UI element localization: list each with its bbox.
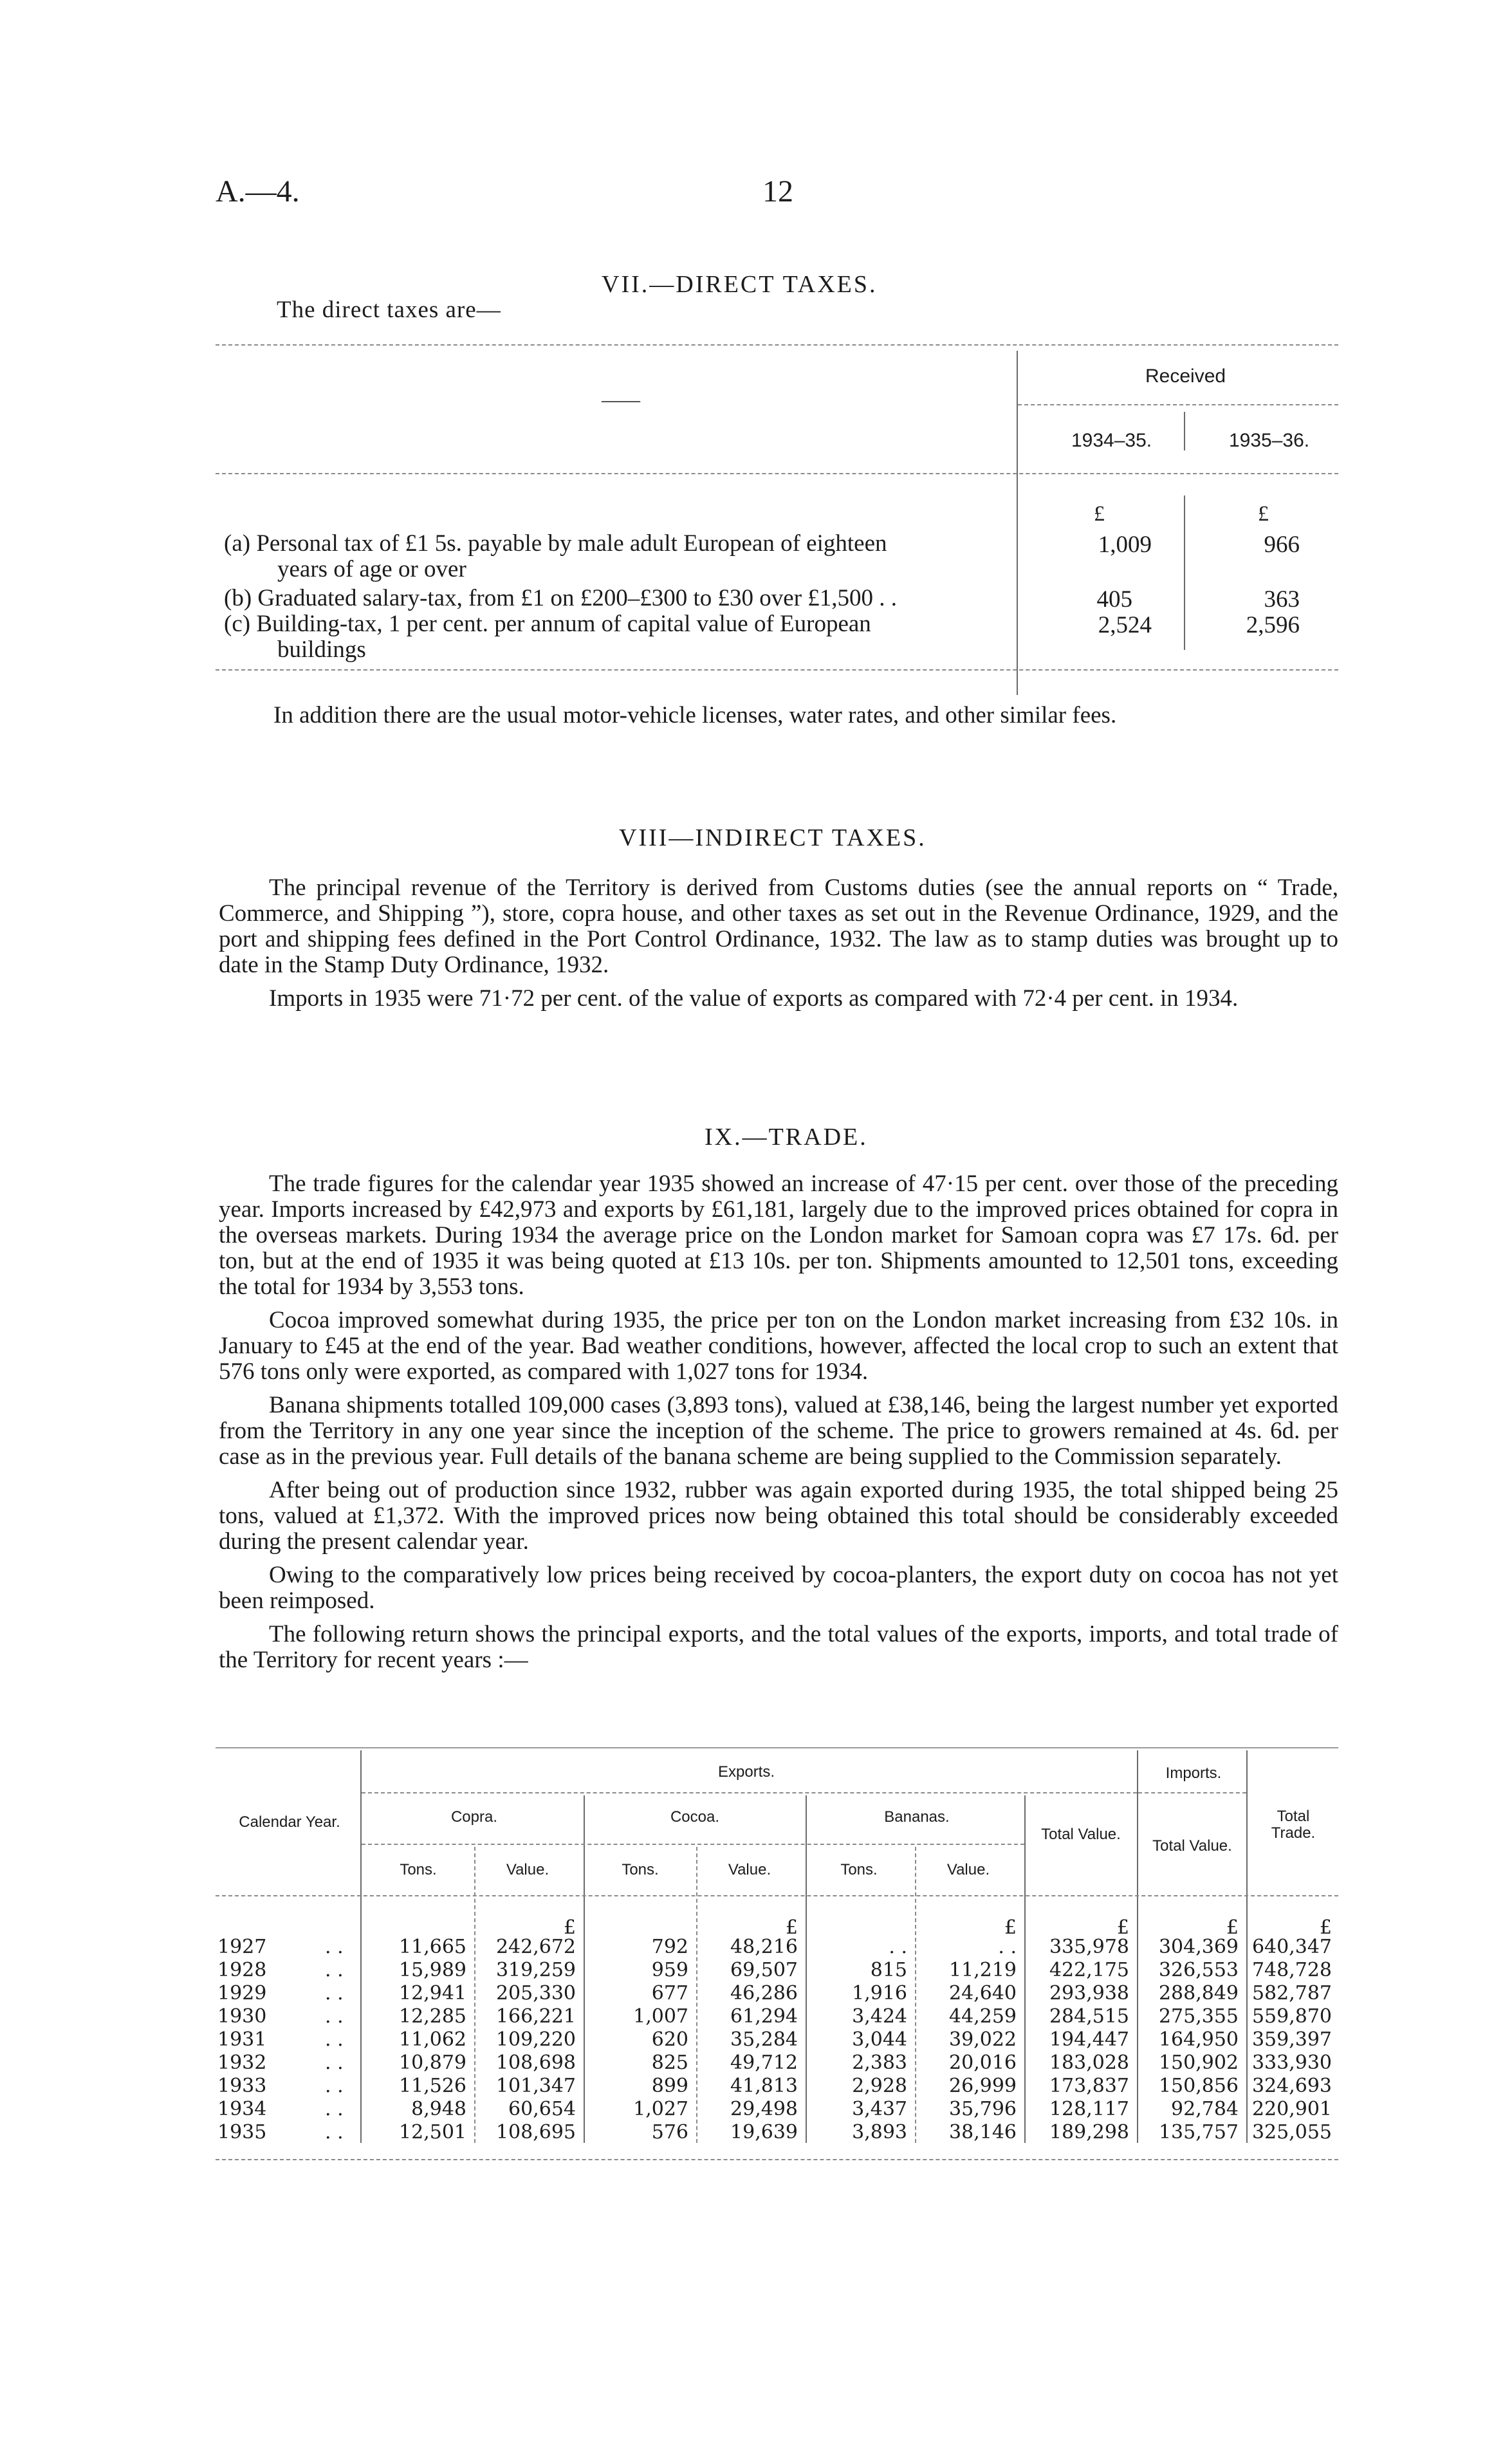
row-year-leader-dots: . . — [325, 1936, 344, 1958]
year-header-1935: 1935–36. — [1229, 430, 1310, 451]
cell-copra-value: 108,695 — [495, 2121, 576, 2144]
cell-cocoa-tons: 825 — [651, 2052, 688, 2074]
cell-imports-total: 164,950 — [1158, 2028, 1239, 2051]
row-year: 1932 — [217, 2052, 267, 2074]
cell-exports-total: 335,978 — [1049, 1936, 1129, 1958]
cell-banana-value: 39,022 — [949, 2028, 1017, 2051]
paragraph: Cocoa improved somewhat during 1935, the price per ton on the London market increasing from £32 10s. in January to £45 at the end of the year. Bad weather conditions, however, affected the local crop to such an extent that 576 tons only were exported, as compared with 1,027 tons for 1934. — [219, 1307, 1338, 1385]
cell-total-trade: 359,397 — [1251, 2028, 1332, 2051]
cell-total-trade: 324,693 — [1251, 2075, 1332, 2097]
cell-banana-tons: 815 — [870, 1959, 907, 1981]
cell-banana-tons: 3,893 — [852, 2121, 907, 2144]
received-header: Received — [1145, 366, 1226, 387]
table-rule-header — [216, 1895, 1338, 1896]
cell-cocoa-value: 69,507 — [730, 1959, 798, 1981]
cell-total-trade: 220,901 — [1251, 2098, 1332, 2120]
cell-copra-tons: 10,879 — [399, 2052, 466, 2074]
row-year-leader-dots: . . — [325, 2121, 344, 2144]
banana-tons-header: Tons. — [840, 1861, 878, 1878]
paragraph: The principal revenue of the Territory is derived from Customs duties (see the annual reports on “ Trade, Commerce, and Shipping ”), store, copra house, and other taxes as set out in the Revenue Ordinance, 1929, and the port and shipping fees defined in the Port Control Ordinance, 1932. The law as to stamp duties was brought up to date in the Stamp Duty Ordinance, 1932. — [219, 875, 1338, 978]
cell-exports-total: 189,298 — [1049, 2121, 1129, 2144]
page-number: 12 — [762, 174, 793, 208]
cell-banana-tons: 1,916 — [852, 1982, 907, 2005]
cell-copra-tons: 11,665 — [399, 1936, 466, 1958]
cell-exports-total: 293,938 — [1049, 1982, 1129, 2005]
cell-total-trade: 559,870 — [1251, 2005, 1332, 2028]
tax-row-b — [224, 586, 897, 611]
cell-banana-tons: . . — [889, 1936, 907, 1958]
row-year-leader-dots: . . — [325, 1982, 344, 2005]
cell-cocoa-value: 49,712 — [730, 2052, 798, 2074]
currency-symbol: £ — [1094, 502, 1105, 526]
cell-total-trade: 748,728 — [1251, 1959, 1332, 1981]
table-rule — [362, 1792, 1137, 1793]
paragraph: The following return shows the principal exports, and the total values of the exports, imports, and total trade of the Territory for recent years :— — [219, 1621, 1338, 1673]
cell-banana-value: 35,796 — [949, 2098, 1017, 2120]
tax-value: 966 — [1264, 532, 1300, 558]
copra-value-header: Value. — [506, 1861, 549, 1878]
cell-exports-total: 173,837 — [1049, 2075, 1129, 2097]
paragraph: Imports in 1935 were 71·72 per cent. of the value of exports as compared with 72·4 per cent. in 1934. — [269, 985, 1239, 1012]
row-year: 1933 — [217, 2075, 267, 2097]
paragraph: Owing to the comparatively low prices being received by cocoa-planters, the export duty on cocoa has not yet been reimposed. — [219, 1562, 1338, 1614]
currency-symbol: £ — [1258, 502, 1269, 526]
tax-row-label-continuation: buildings — [277, 636, 366, 663]
cell-copra-value: 101,347 — [495, 2075, 576, 2097]
table-rule-bottom — [216, 669, 1338, 671]
year-header-1934: 1934–35. — [1071, 430, 1152, 451]
direct-taxes-intro: The direct taxes are— — [277, 297, 501, 323]
table-rule — [1138, 1792, 1246, 1793]
cell-banana-value: 38,146 — [949, 2121, 1017, 2144]
tax-value: 1,009 — [1098, 532, 1152, 558]
cell-banana-value: 26,999 — [949, 2075, 1017, 2097]
cell-banana-value: 44,259 — [949, 2005, 1017, 2028]
cell-banana-tons: 3,437 — [852, 2098, 907, 2120]
cell-cocoa-tons: 899 — [651, 2075, 688, 2097]
cocoa-value-header: Value. — [728, 1861, 771, 1878]
row-year: 1930 — [217, 2005, 267, 2028]
imports-total-value-header: Total Value. — [1152, 1837, 1232, 1855]
cell-cocoa-value: 46,286 — [730, 1982, 798, 2005]
cell-cocoa-value: 61,294 — [730, 2005, 798, 2028]
cell-banana-tons: 3,044 — [852, 2028, 907, 2051]
currency-symbol: £ — [1004, 1916, 1017, 1939]
cell-copra-tons: 12,941 — [399, 1982, 466, 2005]
direct-taxes-note: In addition there are the usual motor-vehicle licenses, water rates, and other similar fees. — [273, 702, 1117, 728]
cell-exports-total: 284,515 — [1049, 2005, 1129, 2028]
cell-imports-total: 92,784 — [1171, 2098, 1239, 2120]
cell-cocoa-tons: 792 — [651, 1936, 688, 1958]
tax-row-label: (c) Building-tax, 1 per cent. per annum of capital value of European — [224, 611, 871, 637]
cell-copra-value: 319,259 — [495, 1959, 576, 1981]
cell-copra-value: 60,654 — [508, 2098, 576, 2120]
table-rule-bottom — [216, 2159, 1338, 2160]
row-year: 1928 — [217, 1959, 267, 1981]
cell-cocoa-tons: 620 — [651, 2028, 688, 2051]
cell-imports-total: 150,856 — [1158, 2075, 1239, 2097]
cell-cocoa-tons: 1,007 — [633, 2005, 688, 2028]
cell-cocoa-tons: 959 — [651, 1959, 688, 1981]
cell-imports-total: 288,849 — [1158, 1982, 1239, 2005]
cocoa-tons-header: Tons. — [622, 1861, 659, 1878]
currency-symbol: £ — [1319, 1916, 1332, 1939]
table-rule — [362, 1844, 1024, 1845]
year-column-divider-body — [1184, 496, 1185, 650]
cell-cocoa-value: 35,284 — [730, 2028, 798, 2051]
cell-imports-total: 304,369 — [1158, 1936, 1239, 1958]
cell-exports-total: 194,447 — [1049, 2028, 1129, 2051]
cell-banana-tons: 2,383 — [852, 2052, 907, 2074]
section-title-trade: IX.—TRADE. — [705, 1124, 868, 1151]
cell-imports-total: 326,553 — [1158, 1959, 1239, 1981]
cell-copra-tons: 12,285 — [399, 2005, 466, 2028]
section-title-direct-taxes: VII.—DIRECT TAXES. — [602, 271, 878, 298]
cell-banana-value: 20,016 — [949, 2052, 1017, 2074]
currency-symbol: £ — [785, 1916, 798, 1939]
paragraph: The trade figures for the calendar year 1935 showed an increase of 47·15 per cent. over those of the preceding year. Imports increased by £42,973 and exports by £61,181, largely due to the improved prices obtained for copra in the overseas markets. During 1934 the average price on the London market for Samoan copra was £7 17s. 6d. per ton, but at the end of 1935 it was being quoted at £13 10s. per ton. Shipments amounted to 12,501 tons, exceeding the total for 1934 by 3,553 tons. — [219, 1171, 1338, 1300]
row-year-leader-dots: . . — [325, 2052, 344, 2074]
trade-body — [219, 1171, 1338, 1673]
paragraph: After being out of production since 1932, rubber was again exported during 1935, the total shipped being 25 tons, valued at £1,372. With the improved prices now being obtained this total should be considerably exceeded during the present calendar year. — [219, 1477, 1338, 1555]
bananas-header: Bananas. — [884, 1808, 950, 1826]
cell-exports-total: 422,175 — [1049, 1959, 1129, 1981]
cell-copra-value: 242,672 — [495, 1936, 576, 1958]
cell-cocoa-value: 29,498 — [730, 2098, 798, 2120]
tax-value: 405 — [1096, 586, 1132, 613]
currency-symbol: £ — [563, 1916, 576, 1939]
cell-imports-total: 135,757 — [1158, 2121, 1239, 2144]
copra-tons-header: Tons. — [400, 1861, 437, 1878]
cell-copra-value: 205,330 — [495, 1982, 576, 2005]
cell-total-trade: 325,055 — [1251, 2121, 1332, 2144]
row-year-leader-dots: . . — [325, 2028, 344, 2051]
cell-banana-tons: 3,424 — [852, 2005, 907, 2028]
cell-exports-total: 128,117 — [1049, 2098, 1129, 2120]
row-year-leader-dots: . . — [325, 2075, 344, 2097]
tax-row-a — [224, 531, 887, 582]
cocoa-header: Cocoa. — [670, 1808, 720, 1826]
row-year-leader-dots: . . — [325, 2098, 344, 2120]
imports-header: Imports. — [1165, 1765, 1222, 1782]
cell-copra-tons: 8,948 — [411, 2098, 466, 2120]
currency-symbol: £ — [1226, 1916, 1239, 1939]
calendar-year-header: Calendar Year. — [239, 1813, 340, 1831]
cell-total-trade: 582,787 — [1251, 1982, 1332, 2005]
tax-row-c — [224, 611, 871, 663]
cell-imports-total: 275,355 — [1158, 2005, 1239, 2028]
received-header-rule — [1018, 404, 1338, 405]
table-rule-header — [216, 473, 1338, 474]
row-year-leader-dots: . . — [325, 2005, 344, 2028]
cell-copra-tons: 15,989 — [399, 1959, 466, 1981]
indirect-taxes-body — [219, 875, 1338, 1012]
cell-total-trade: 640,347 — [1251, 1936, 1332, 1958]
table-rule-top — [216, 344, 1338, 346]
row-year: 1934 — [217, 2098, 267, 2120]
cell-cocoa-tons: 576 — [651, 2121, 688, 2144]
column-divider — [1017, 351, 1018, 695]
exports-header: Exports. — [717, 1763, 775, 1781]
tax-value: 363 — [1264, 586, 1300, 613]
cell-copra-value: 108,698 — [495, 2052, 576, 2074]
currency-symbol: £ — [1116, 1916, 1129, 1939]
paragraph: Banana shipments totalled 109,000 cases (3,893 tons), valued at £38,146, being the largest number yet exported from the Territory in any one year since the inception of the scheme. The price to growers remained at 4s. 6d. per case as in the previous year. Full details of the banana scheme are being supplied to the Commission separately. — [219, 1392, 1338, 1470]
banana-value-header: Value. — [946, 1861, 990, 1878]
tax-row-label: (a) Personal tax of £1 5s. payable by male adult European of eighteen — [224, 530, 887, 557]
cell-copra-value: 166,221 — [495, 2005, 576, 2028]
cell-copra-tons: 12,501 — [399, 2121, 466, 2144]
document-reference: A.—4. — [216, 174, 300, 208]
label-column-blank-header: —— — [602, 389, 640, 411]
tax-value: 2,596 — [1246, 612, 1300, 638]
cell-cocoa-tons: 677 — [651, 1982, 688, 2005]
table-rule-top — [216, 1747, 1338, 1748]
total-trade-header: Total Trade. — [1271, 1808, 1316, 1842]
cell-cocoa-value: 48,216 — [730, 1936, 798, 1958]
tax-row-label: (b) Graduated salary-tax, from £1 on £200–£300 to £30 over £1,500 . . — [224, 585, 898, 611]
row-year: 1931 — [217, 2028, 267, 2051]
cell-banana-value: 11,219 — [949, 1959, 1017, 1981]
row-year: 1927 — [217, 1936, 267, 1958]
cell-copra-tons: 11,526 — [399, 2075, 466, 2097]
cell-cocoa-tons: 1,027 — [633, 2098, 688, 2120]
row-year: 1929 — [217, 1982, 267, 2005]
cell-copra-tons: 11,062 — [399, 2028, 466, 2051]
cell-banana-tons: 2,928 — [852, 2075, 907, 2097]
tax-value: 2,524 — [1098, 612, 1152, 638]
cell-cocoa-value: 41,813 — [730, 2075, 798, 2097]
cell-imports-total: 150,902 — [1158, 2052, 1239, 2074]
cell-total-trade: 333,930 — [1251, 2052, 1332, 2074]
cell-exports-total: 183,028 — [1049, 2052, 1129, 2074]
cell-banana-value: 24,640 — [949, 1982, 1017, 2005]
copra-header: Copra. — [450, 1808, 498, 1826]
cell-copra-value: 109,220 — [495, 2028, 576, 2051]
exports-total-value-header: Total Value. — [1041, 1826, 1121, 1843]
cell-banana-value: . . — [998, 1936, 1017, 1958]
section-title-indirect-taxes: VIII—INDIRECT TAXES. — [619, 824, 927, 851]
cell-cocoa-value: 19,639 — [730, 2121, 798, 2144]
row-year-leader-dots: . . — [325, 1959, 344, 1981]
year-column-divider — [1184, 412, 1185, 450]
tax-row-label-continuation: years of age or over — [277, 556, 466, 582]
row-year: 1935 — [217, 2121, 267, 2144]
